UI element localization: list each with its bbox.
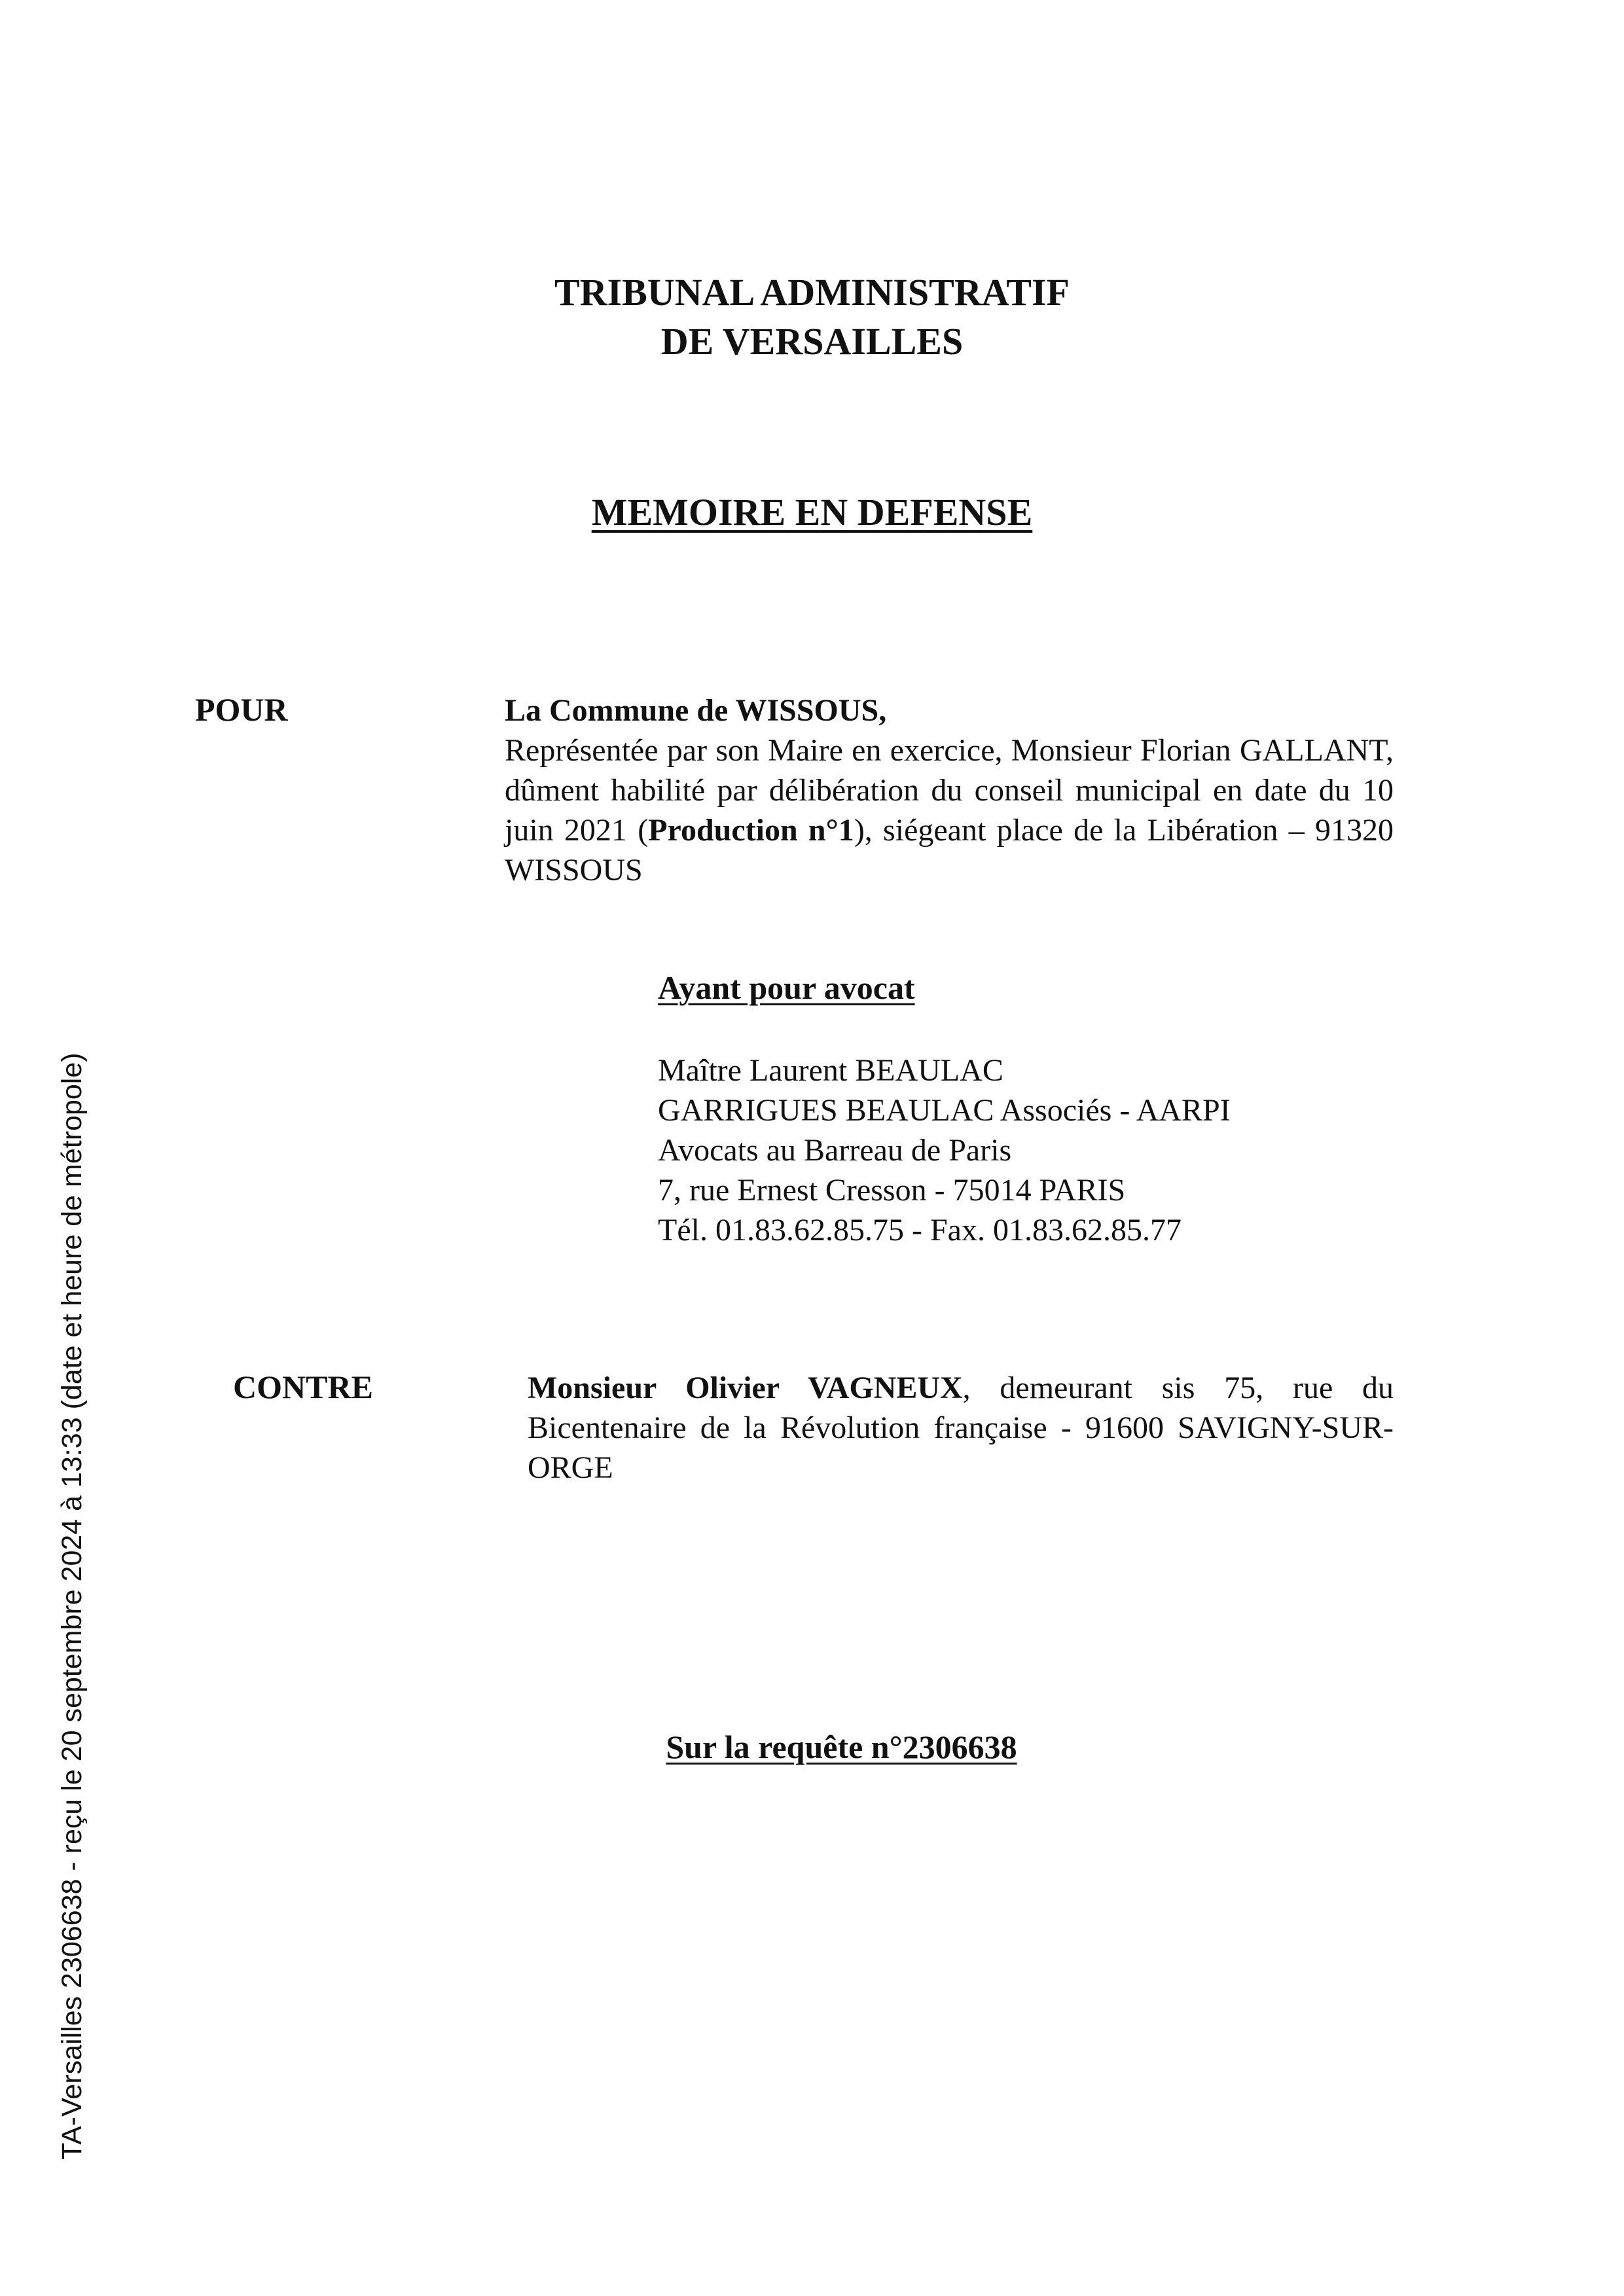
court-name-line-2: DE VERSAILLES <box>660 320 964 363</box>
avocat-phone-fax: Tél. 01.83.62.85.75 - Fax. 01.83.62.85.77 <box>658 1213 1182 1247</box>
pour-party-name: La Commune de WISSOUS, <box>505 693 887 728</box>
contre-party-block <box>528 1368 1394 1488</box>
contre-party-name: Monsieur Olivier VAGNEUX <box>528 1371 963 1405</box>
margin-receipt-stamp: TA-Versailles 2306638 - reçu le 20 septembre 2024 à 13:33 (date et heure de métropole) <box>56 1052 88 2160</box>
avocat-bar: Avocats au Barreau de Paris <box>658 1133 1012 1168</box>
avocat-name: Maître Laurent BEAULAC <box>658 1053 1003 1088</box>
contre-party-address: , demeurant sis 75, rue du Bicentenaire de la Révolution française - 91600 SAVIGNY-SUR-ORGE <box>528 1371 1394 1485</box>
pour-party-description <box>505 730 1394 890</box>
avocat-contact-block <box>658 1050 1231 1250</box>
avocat-heading: Ayant pour avocat <box>658 969 915 1006</box>
document-type-title: MEMOIRE EN DEFENSE <box>591 491 1033 533</box>
pour-party-block <box>505 691 1394 890</box>
pour-label: POUR <box>195 691 288 728</box>
production-reference: Production n°1 <box>648 813 854 848</box>
requete-reference <box>0 1728 1624 1766</box>
pour-text-after: ), siégeant place de la Libération – 91320 WISSOUS <box>505 813 1394 888</box>
avocat-firm: GARRIGUES BEAULAC Associés - AARPI <box>658 1093 1231 1128</box>
avocat-address: 7, rue Ernest Cresson - 75014 PARIS <box>658 1173 1126 1208</box>
contre-label: CONTRE <box>233 1369 373 1405</box>
requete-label: Sur la requête n°2306638 <box>666 1729 1017 1765</box>
pour-text-before: Représentée par son Maire en exercice, Monsieur Florian GALLANT, dûment habilité par délibération du conseil municipal en date du 10 juin 2021 ( <box>505 733 1394 848</box>
court-name-line-1: TRIBUNAL ADMINISTRATIF <box>554 271 1070 314</box>
